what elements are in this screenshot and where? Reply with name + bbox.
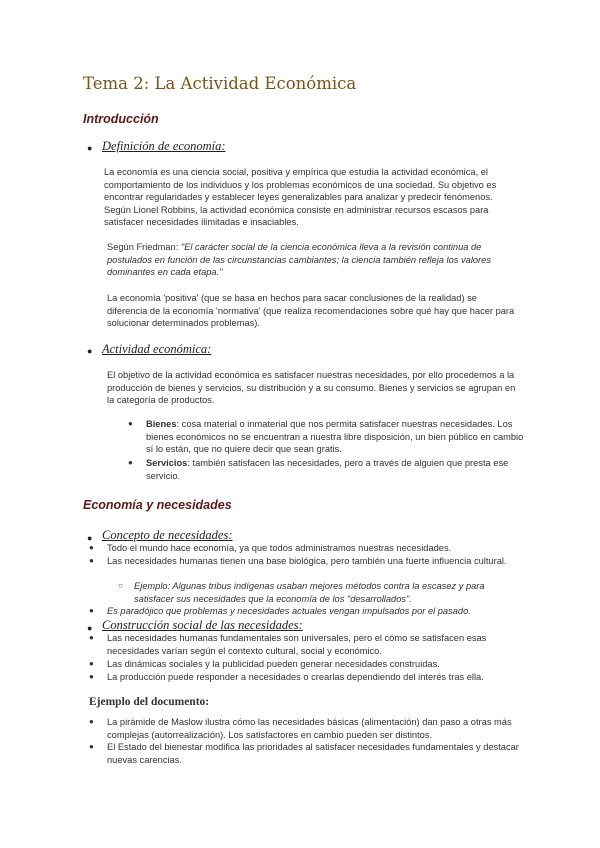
definicion-paragraph: La economía es una ciencia social, positiva y empírica que estudia la actividad económica, el comportamiento de los individuos y los problemas económicos de una sociedad. Su objetivo es encontrar regularidades y establecer leyes generalizables para analizar y predecir fenómenos. Según Lionel Robbins, la actividad económica consiste en administrar recursos escasos para satisfacer necesidades ilimitadas e insaciables.	[104, 167, 497, 228]
list-item-text: Las necesidades humanas fundamentales son universales, pero el cómo se satisfacen esas necesidades varían según el contexto cultural, social y económico.	[107, 633, 487, 656]
friedman-quote: "El carácter social de la ciencia económica lleva a la revisión continua de postulados en función de las circunstancias cambiantes; la ciencia también refleja los valores dominantes en cada etapa."	[107, 242, 491, 278]
bullet-icon: ●	[87, 346, 93, 356]
bullet-icon: ●	[128, 419, 133, 428]
list-item	[89, 658, 519, 671]
list-item-text: La pirámide de Maslow ilustra cómo las necesidades básicas (alimentación) dan paso a otras más complejas (autorrealización). Los satisfactores en cambio pueden ser distintos.	[107, 717, 512, 740]
concepto-heading: Concepto de necesidades:	[102, 528, 233, 542]
list-item	[89, 671, 521, 684]
bullet-icon: ●	[89, 742, 94, 751]
friedman-prefix: Según Friedman:	[107, 242, 181, 252]
list-item	[89, 741, 521, 766]
bullet-icon: ●	[87, 623, 93, 633]
section-heading-introduccion: Introducción	[83, 112, 159, 126]
definicion-heading: Definición de economía:	[102, 139, 226, 153]
bullet-icon: ●	[87, 143, 93, 153]
list-item-text: Las necesidades humanas tienen una base biológica, pero también una fuerte influencia cultural.	[107, 556, 507, 566]
list-item	[89, 632, 519, 657]
list-item	[89, 555, 519, 568]
positiva-normativa-paragraph: La economía 'positiva' (que se basa en hechos para sacar conclusiones de la realidad) se diferencia de la economía 'normativa' (que realiza recomendaciones sobre qué hay que hacer para solucionar determinados problemas).	[107, 293, 515, 329]
servicios-text: : también satisfacen las necesidades, pero a través de alguien que presta ese servicio.	[146, 458, 509, 481]
actividad-heading: Actividad económica:	[102, 342, 212, 356]
list-item-text: Las dinámicas sociales y la publicidad pueden generar necesidades construidas.	[107, 659, 440, 669]
servicios-label: Servicios	[146, 458, 188, 468]
list-item-servicios	[128, 457, 524, 482]
friedman-paragraph	[107, 241, 517, 279]
page-title: Tema 2: La Actividad Económica	[83, 74, 357, 93]
construccion-heading: Construcción social de las necesidades:	[102, 618, 303, 632]
list-item-text: Todo el mundo hace economía, ya que todos administramos nuestras necesidades.	[107, 543, 452, 553]
bullet-icon: ●	[89, 672, 94, 681]
ejemplo-heading: Ejemplo del documento:	[89, 696, 210, 708]
bullet-icon: ●	[89, 606, 94, 615]
section-heading-economia-necesidades: Economía y necesidades	[83, 498, 232, 512]
bullet-icon: ●	[128, 458, 133, 467]
bullet-icon: ●	[89, 717, 94, 726]
list-subitem	[118, 580, 524, 605]
bullet-icon: ●	[89, 556, 94, 565]
circle-bullet-icon: ○	[118, 581, 123, 590]
list-item-text: La producción puede responder a necesidades o crearlas dependiendo del interés tras ella.	[107, 672, 484, 682]
list-item-bienes	[128, 418, 524, 456]
list-item-text: Es paradójico que problemas y necesidades actuales vengan impulsados por el pasado.	[107, 606, 471, 616]
bullet-icon: ●	[89, 659, 94, 668]
bienes-text: : cosa material o inmaterial que nos permita satisfacer nuestras necesidades. Los bienes económicos no se encuentran a nuestra libre disposición, un bien público en cambio sí lo están, que no quiere decir que sean gratis.	[146, 419, 524, 455]
bullet-icon: ●	[89, 543, 94, 552]
bullet-icon: ●	[89, 633, 94, 642]
actividad-paragraph: El objetivo de la actividad económica es satisfacer nuestras necesidades, por ello procedemos a la producción de bienes y servicios, su distribución y a su consumo. Bienes y servicios se agrupan en la categoría de productos.	[107, 370, 516, 406]
list-item	[89, 542, 519, 555]
list-item-text: El Estado del bienestar modifica las prioridades al satisfacer necesidades fundamentales y destacar nuevas carencias.	[107, 742, 519, 765]
list-item	[89, 716, 521, 741]
list-item	[89, 605, 519, 618]
bullet-icon: ●	[87, 533, 93, 543]
list-subitem-text: Ejemplo: Algunas tribus indígenas usaban mejores métodos contra la escasez y para satisfacer sus necesidades que la economía de los "desarrollados".	[134, 581, 485, 604]
bienes-label: Bienes	[146, 419, 177, 429]
